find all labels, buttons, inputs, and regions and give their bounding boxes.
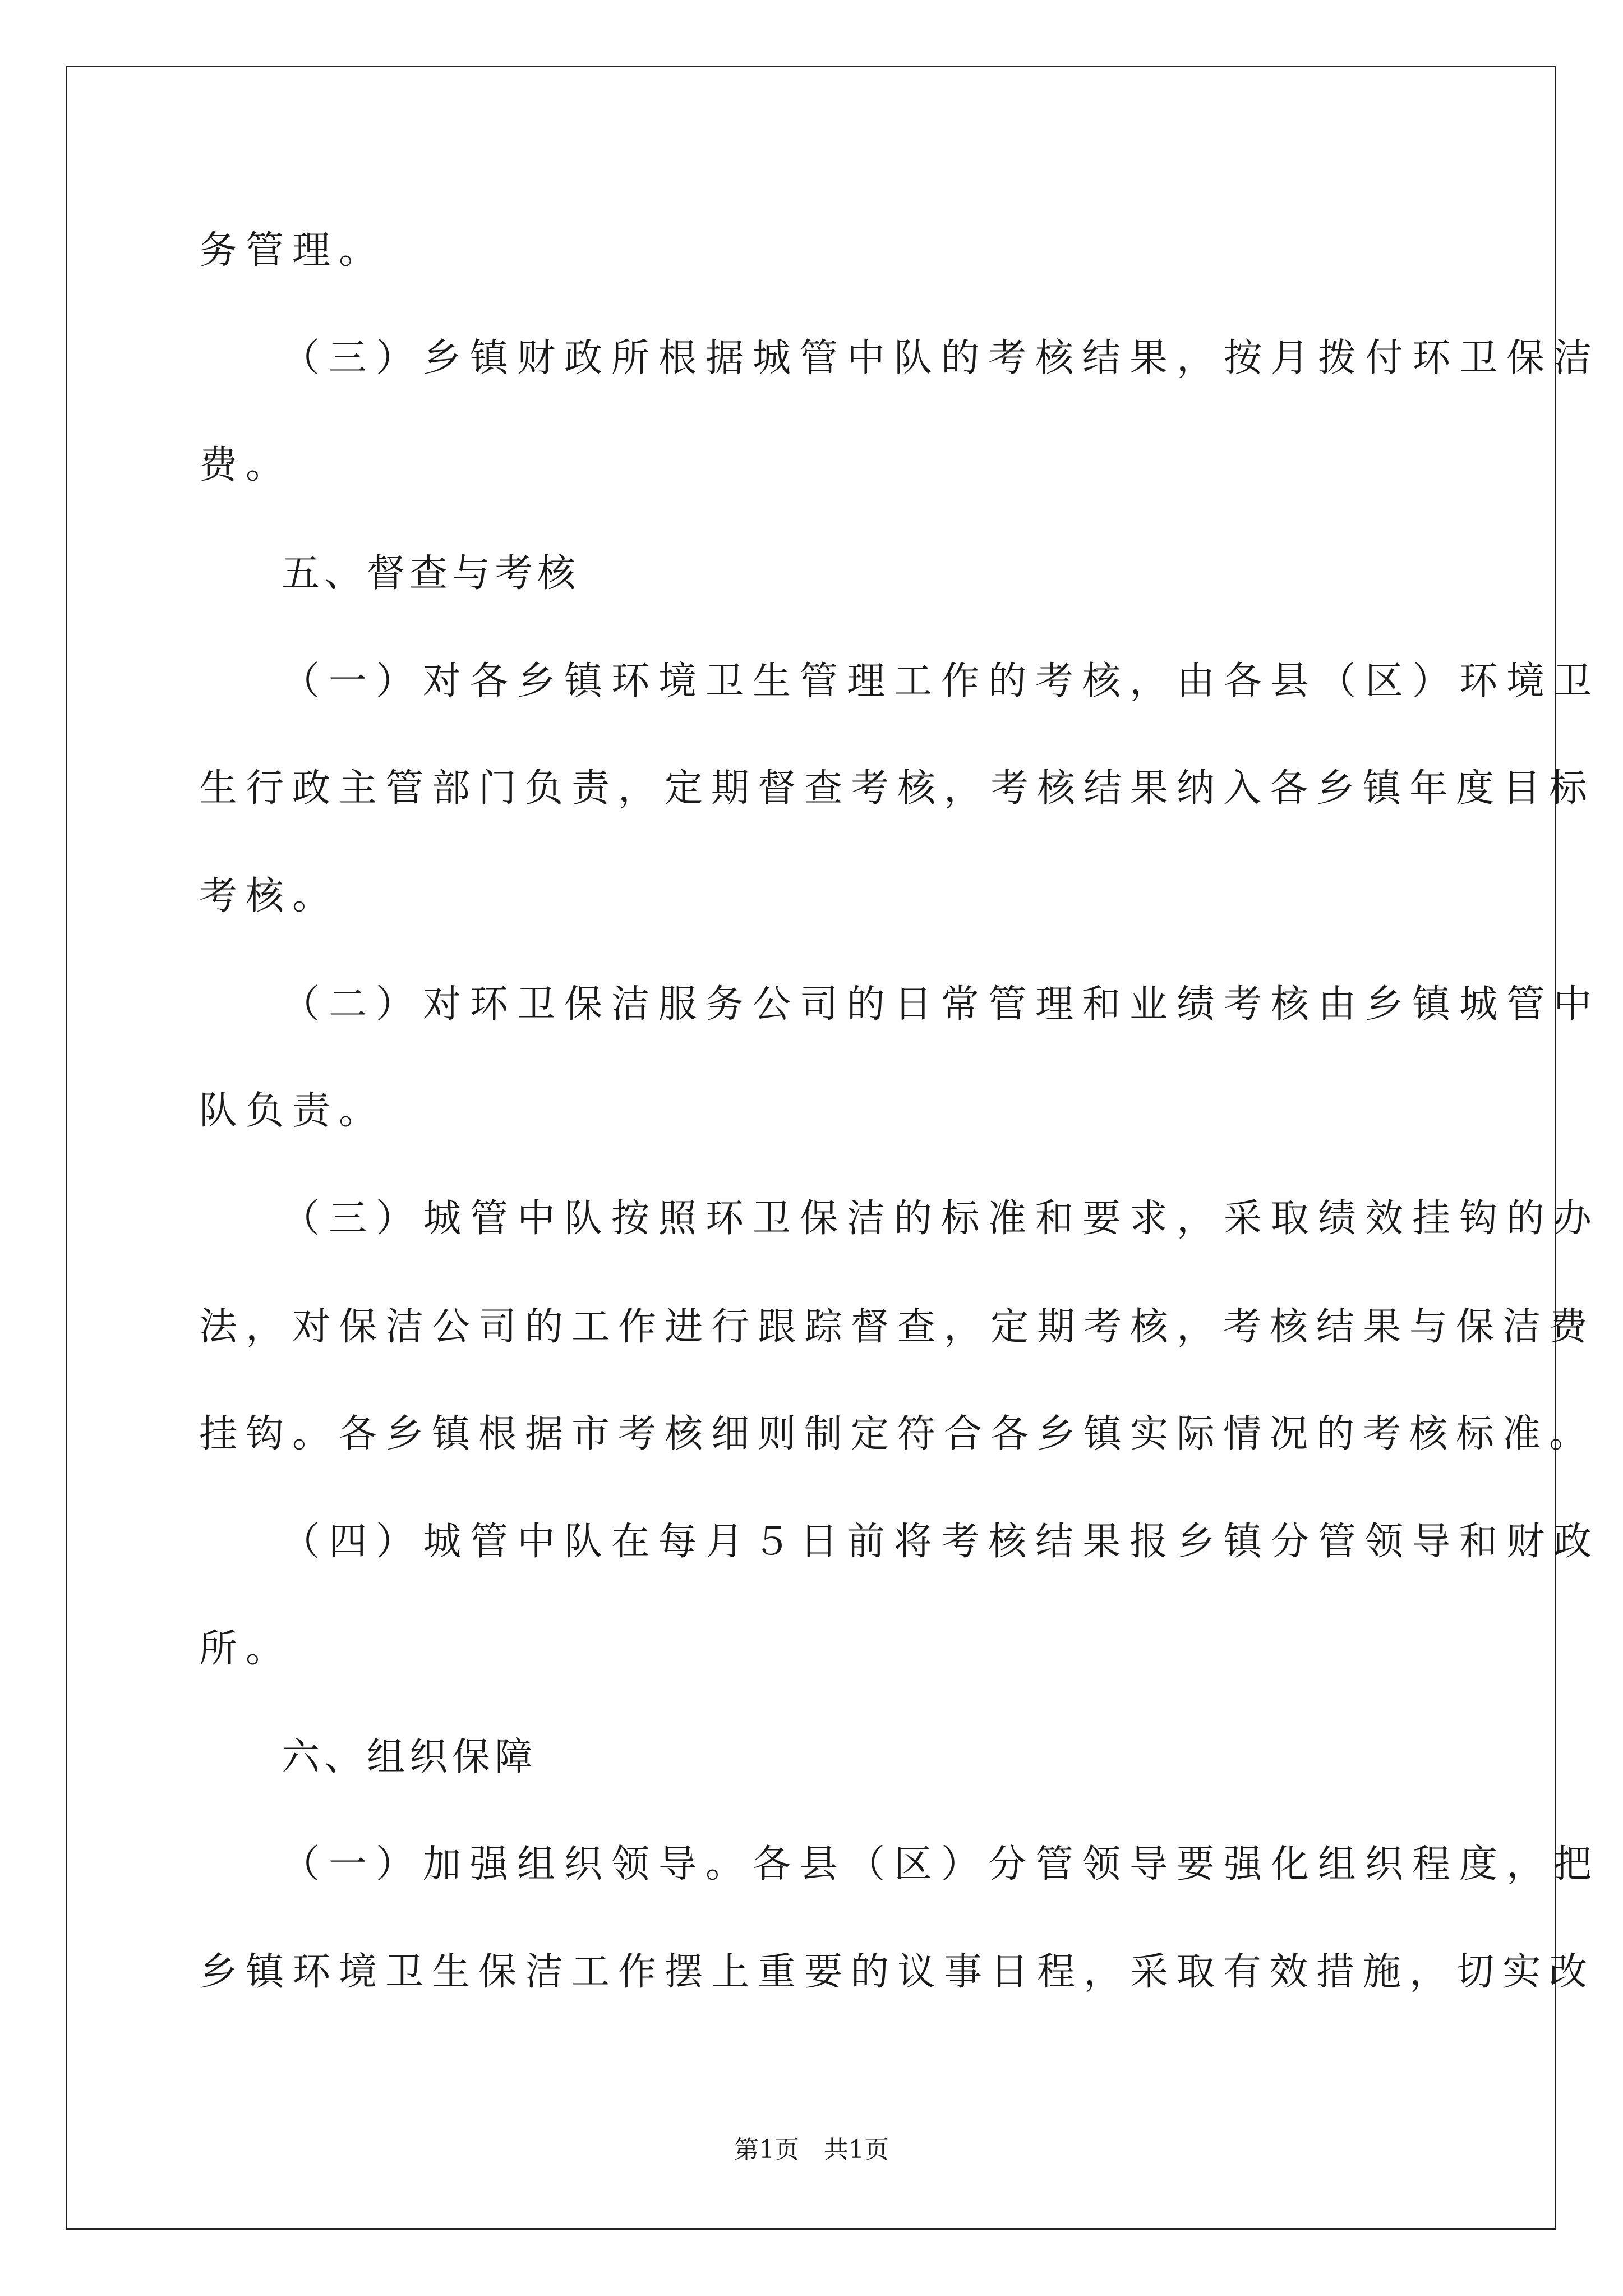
text-line: （四）城管中队在每月５日前将考核结果报乡镇分管领导和财政 — [282, 1520, 1601, 1564]
text-line: 队负责。 — [199, 1089, 386, 1133]
text-line: 费。 — [199, 443, 293, 487]
text-line: （二）对环卫保洁服务公司的日常管理和业绩考核由乡镇城管中 — [282, 982, 1601, 1027]
text-line: 务管理。 — [199, 228, 386, 273]
page-border — [66, 66, 1556, 2230]
text-line: 乡镇环境卫生保洁工作摆上重要的议事日程，采取有效措施，切实改 — [199, 1950, 1596, 1994]
section-heading: 五、督查与考核 — [282, 551, 580, 596]
text-line: （三）城管中队按照环卫保洁的标准和要求，采取绩效挂钩的办 — [282, 1197, 1601, 1241]
text-line: 生行政主管部门负责，定期督查考核，考核结果纳入各乡镇年度目标 — [199, 766, 1596, 811]
text-line: （三）乡镇财政所根据城管中队的考核结果，按月拨付环卫保洁 — [282, 336, 1601, 380]
text-line: 考核。 — [199, 874, 339, 918]
text-line: （一）加强组织领导。各县（区）分管领导要强化组织程度，把 — [282, 1842, 1601, 1887]
text-line: 法，对保洁公司的工作进行跟踪督查，定期考核，考核结果与保洁费 — [199, 1305, 1596, 1349]
section-heading: 六、组织保障 — [282, 1735, 538, 1779]
page-footer: 第1页 共1页 — [734, 2136, 889, 2164]
text-line: 挂钩。各乡镇根据市考核细则制定符合各乡镇实际情况的考核标准。 — [199, 1412, 1596, 1456]
text-line: 所。 — [199, 1627, 293, 1671]
text-line: （一）对各乡镇环境卫生管理工作的考核，由各县（区）环境卫 — [282, 659, 1601, 703]
